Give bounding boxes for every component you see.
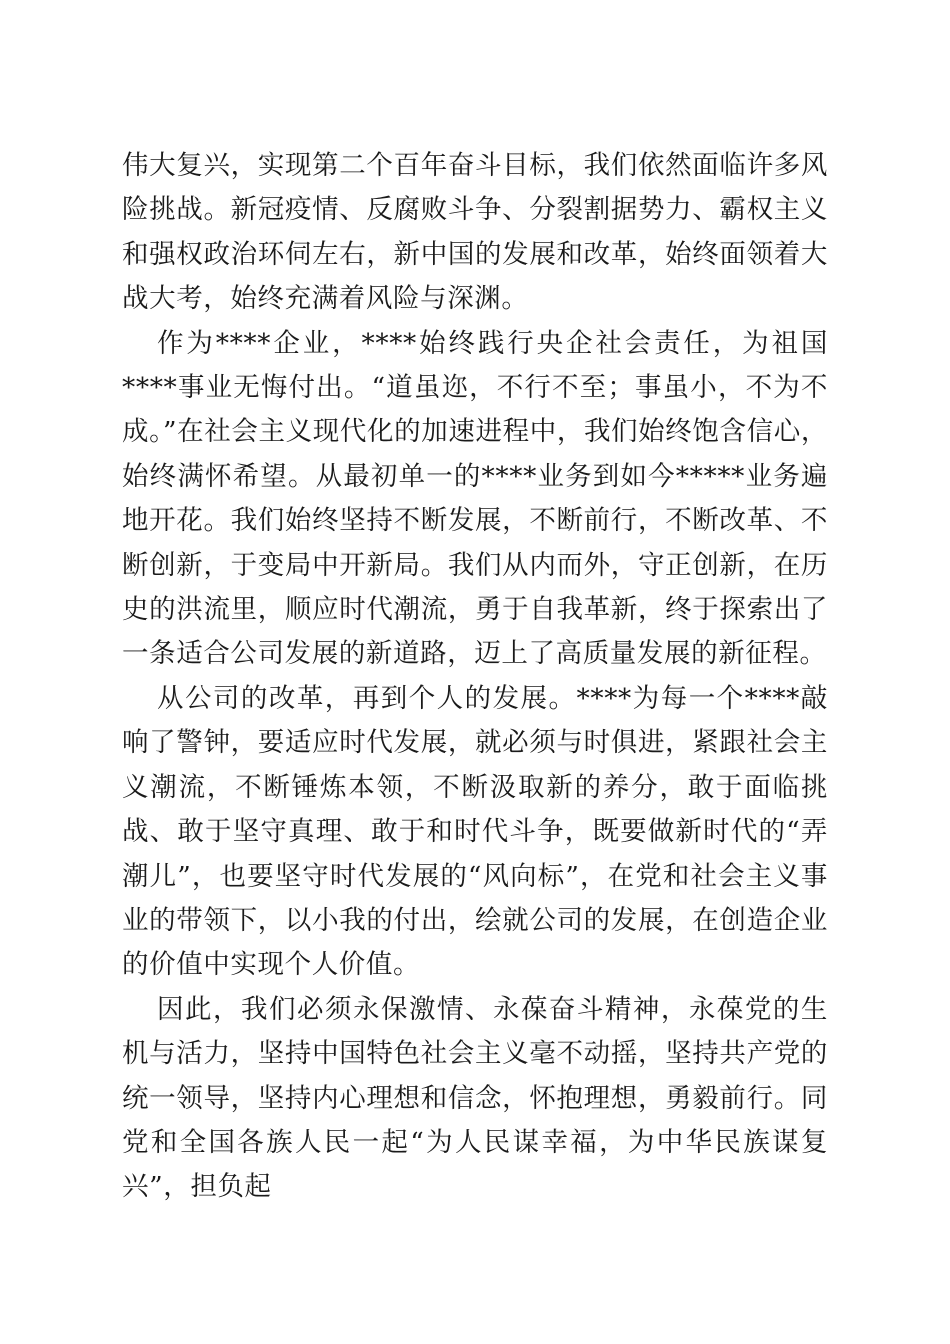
document-body: [122, 144, 828, 1210]
paragraph-2: 作为****企业，****始终践行央企社会责任，为祖国****事业无悔付出。“道虽迩，不行不至；事虽小，不为不成。”在社会主义现代化的加速进程中，我们始终饱含信心，始终满怀希望。从最初单一的****业务到如今*****业务遍地开花。我们始终坚持不断发展，不断前行，不断改革、不断创新，于变局中开新局。我们从内而外，守正创新，在历史的洪流里，顺应时代潮流，勇于自我革新，终于探索出了一条适合公司发展的新道路，迈上了高质量发展的新征程。: [122, 327, 828, 670]
paragraph-1: 伟大复兴，实现第二个百年奋斗目标，我们依然面临许多风险挑战。新冠疫情、反腐败斗争、分裂割据势力、霸权主义和强权政治环伺左右，新中国的发展和改革，始终面领着大战大考，始终充满着风险与深渊。: [122, 150, 828, 315]
paragraph-3: 从公司的改革，再到个人的发展。****为每一个****敲响了警钟，要适应时代发展，就必须与时俱进，紧跟社会主义潮流，不断锤炼本领，不断汲取新的养分，敢于面临挑战、敢于坚守真理、敢于和时代斗争，既要做新时代的“弄潮儿”，也要坚守时代发展的“风向标”，在党和社会主义事业的带领下，以小我的付出，绘就公司的发展，在创造企业的价值中实现个人价值。: [122, 682, 828, 981]
paragraph-4: 因此，我们必须永保激情、永葆奋斗精神，永葆党的生机与活力，坚持中国特色社会主义毫不动摇，坚持共产党的统一领导，坚持内心理想和信念，怀抱理想，勇毅前行。同党和全国各族人民一起“为人民谋幸福，为中华民族谋复兴”，担负起: [122, 993, 828, 1203]
